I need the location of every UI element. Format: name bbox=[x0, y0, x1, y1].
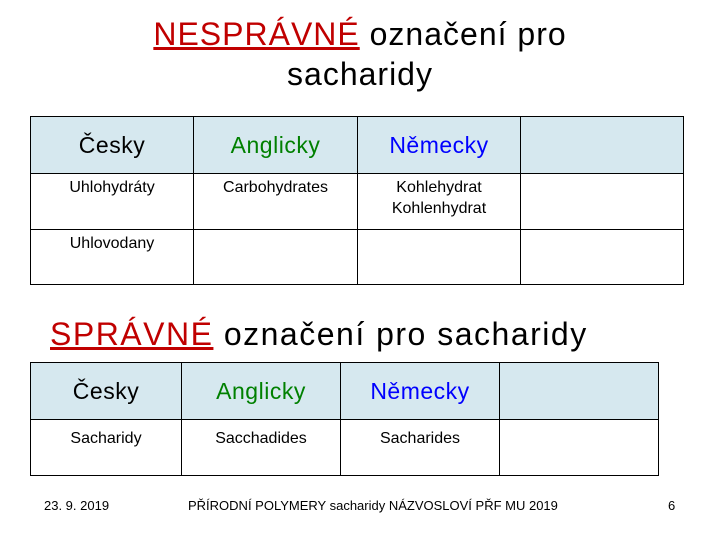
cell-german: Sacharides bbox=[341, 420, 500, 476]
cell-german bbox=[358, 174, 521, 230]
cell-german-line1: Kohlehydrat bbox=[396, 179, 482, 196]
cell-english: Carbohydrates bbox=[194, 174, 358, 230]
cell-czech: Uhlovodany bbox=[31, 230, 194, 285]
cell-empty bbox=[500, 420, 659, 476]
header-empty bbox=[521, 117, 684, 174]
cell-english: Sacchadides bbox=[182, 420, 341, 476]
cell-english bbox=[194, 230, 358, 285]
cell-empty bbox=[521, 230, 684, 285]
header-english: Anglicky bbox=[182, 363, 341, 420]
table-row bbox=[31, 174, 684, 230]
table-header-row bbox=[31, 363, 659, 420]
header-czech: Česky bbox=[31, 363, 182, 420]
cell-czech: Uhlohydráty bbox=[31, 174, 194, 230]
table-row bbox=[31, 420, 659, 476]
title-correct-rest: označení pro sacharidy bbox=[223, 316, 588, 352]
slide-title-incorrect bbox=[0, 14, 720, 94]
title-incorrect-highlight: NESPRÁVNÉ bbox=[153, 16, 360, 52]
cell-empty bbox=[521, 174, 684, 230]
incorrect-names-table bbox=[30, 116, 684, 285]
correct-names-table bbox=[30, 362, 659, 476]
header-czech: Česky bbox=[31, 117, 194, 174]
title-incorrect-line2: sacharidy bbox=[287, 56, 433, 92]
header-english: Anglicky bbox=[194, 117, 358, 174]
footer-center: PŘÍRODNÍ POLYMERY sacharidy NÁZVOSLOVÍ PŘF MU 2019 bbox=[188, 498, 558, 513]
cell-german bbox=[358, 230, 521, 285]
slide-title-correct bbox=[50, 312, 588, 356]
header-german: Německy bbox=[358, 117, 521, 174]
table-row bbox=[31, 230, 684, 285]
header-german: Německy bbox=[341, 363, 500, 420]
footer-page-number: 6 bbox=[668, 498, 676, 513]
cell-czech: Sacharidy bbox=[31, 420, 182, 476]
title-incorrect-rest: označení pro bbox=[369, 16, 567, 52]
cell-german-line2: Kohlenhydrat bbox=[391, 200, 487, 217]
header-empty bbox=[500, 363, 659, 420]
footer-date: 23. 9. 2019 bbox=[44, 498, 110, 513]
title-correct-highlight: SPRÁVNÉ bbox=[50, 316, 214, 352]
table-header-row bbox=[31, 117, 684, 174]
